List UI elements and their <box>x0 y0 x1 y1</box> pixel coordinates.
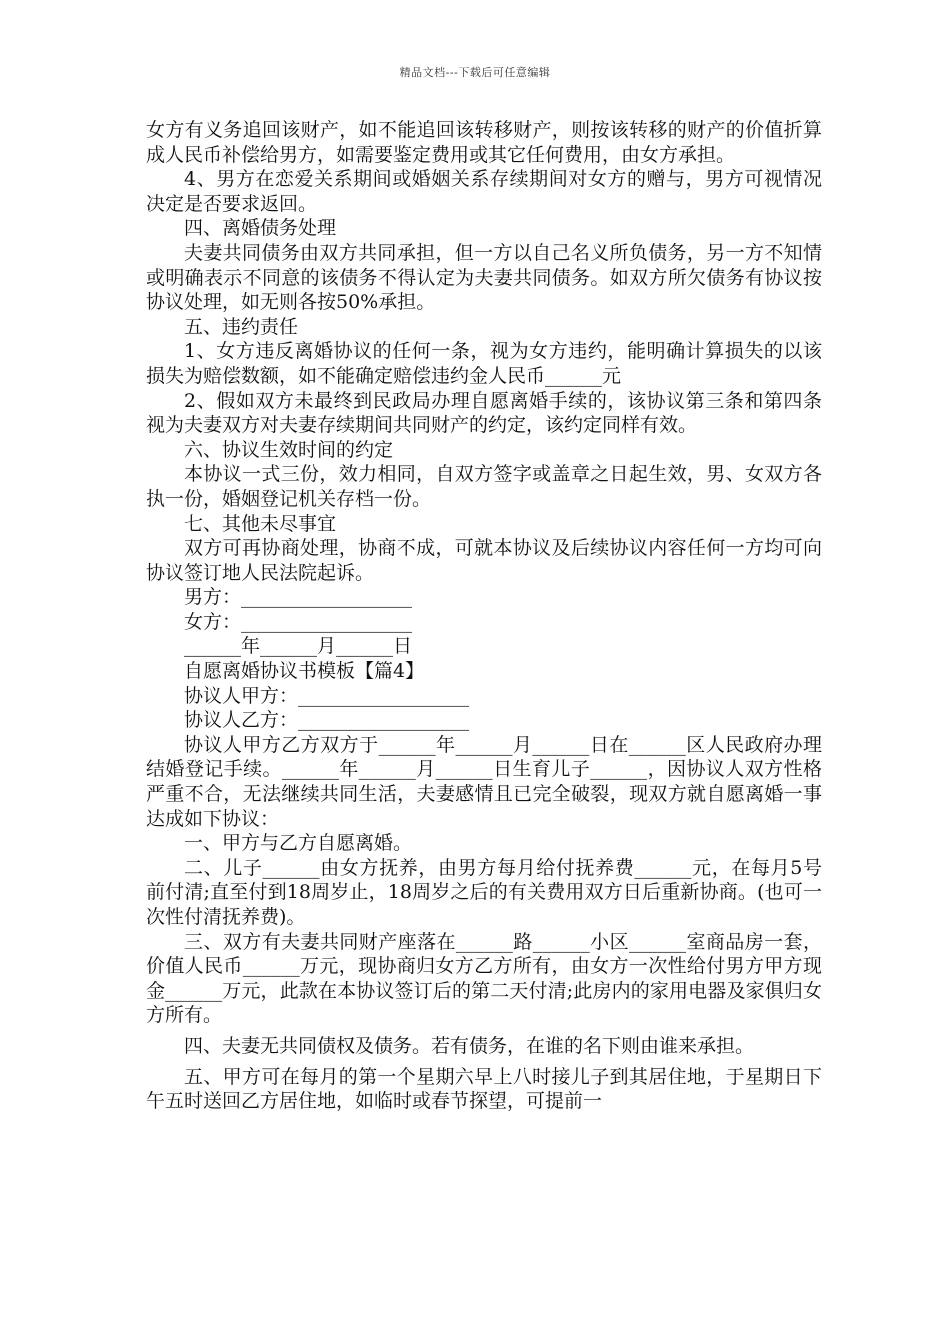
document-body <box>146 118 822 1114</box>
party-b-line: 协议人乙方：__________________ <box>184 709 470 732</box>
section-heading: 五、违约责任 <box>184 315 299 338</box>
clause: 三、双方有夫妻共同财产座落在______路______小区______室商品房一套，价值人民币______万元，现协商归女方乙方所有，由女方一次性给付男方甲方现金______万元，此款在本协议签订后的第二天付清;此房内的家用电器及家俱归女方所有。 <box>146 930 822 1027</box>
paragraph: 协议人甲方乙方双方于______年______月______日在______区人民政府办理结婚登记手续。______年______月______日生育儿子______，因协议人双方性格严重不合，无法继续共同生活，夫妻感情且已完全破裂，现双方就自愿离婚一事达成如下协议： <box>146 733 822 830</box>
paragraph: 4、男方在恋爱关系期间或婚姻关系存续期间对女方的赠与，男方可视情况决定是否要求返回。 <box>146 168 822 215</box>
document-title: 自愿离婚协议书模板【篇4】 <box>184 660 425 683</box>
clause: 二、儿子______由女方抚养，由男方每月给付抚养费______元，在每月5号前付清;直至付到18周岁止，18周岁之后的有关费用双方日后重新协商。(也可一次性付清抚养费)。 <box>146 856 822 928</box>
paragraph: 本协议一式三份，效力相同，自双方签字或盖章之日起生效，男、女双方各执一份，婚姻登记机关存档一份。 <box>146 463 822 510</box>
paragraph: 女方有义务追回该财产，如不能追回该转移财产，则按该转移的财产的价值折算成人民币补偿给男方，如需要鉴定费用或其它任何费用，由女方承担。 <box>146 119 822 166</box>
paragraph: 夫妻共同债务由双方共同承担，但一方以自己名义所负债务，另一方不知情或明确表示不同意的该债务不得认定为夫妻共同债务。如双方所欠债务有协议按协议处理，如无则各按50%承担。 <box>146 241 822 314</box>
section-heading: 四、离婚债务处理 <box>184 217 337 240</box>
paragraph: 双方可再协商处理，协商不成，可就本协议及后续协议内容任何一方均可向协议签订地人民法院起诉。 <box>146 537 822 584</box>
section-heading: 六、协议生效时间的约定 <box>184 438 394 461</box>
clause: 五、甲方可在每月的第一个星期六早上八时接儿子到其居住地，于星期日下午五时送回乙方居住地，如临时或春节探望，可提前一 <box>146 1065 822 1113</box>
clause: 四、夫妻无共同债权及债务。若有债务，在谁的名下则由谁来承担。 <box>184 1034 755 1057</box>
date-line: ______年______月______日 <box>184 635 413 658</box>
paragraph: 2、假如双方未最终到民政局办理自愿离婚手续的，该协议第三条和第四条视为夫妻双方对夫妻存续期间共同财产的约定，该约定同样有效。 <box>146 389 822 437</box>
page-header: 精品文档---下载后可任意编辑 <box>399 66 551 79</box>
paragraph: 1、女方违反离婚协议的任何一条，视为女方违约，能明确计算损失的以该损失为赔偿数额，如不能确定赔偿违约金人民币______元 <box>146 340 822 387</box>
signature-line-female: 女方：__________________ <box>184 610 413 633</box>
clause: 一、甲方与乙方自愿离婚。 <box>184 832 413 855</box>
signature-line-male: 男方：__________________ <box>184 586 413 609</box>
party-a-line: 协议人甲方：__________________ <box>184 684 470 707</box>
section-heading: 七、其他未尽事宜 <box>184 512 337 535</box>
